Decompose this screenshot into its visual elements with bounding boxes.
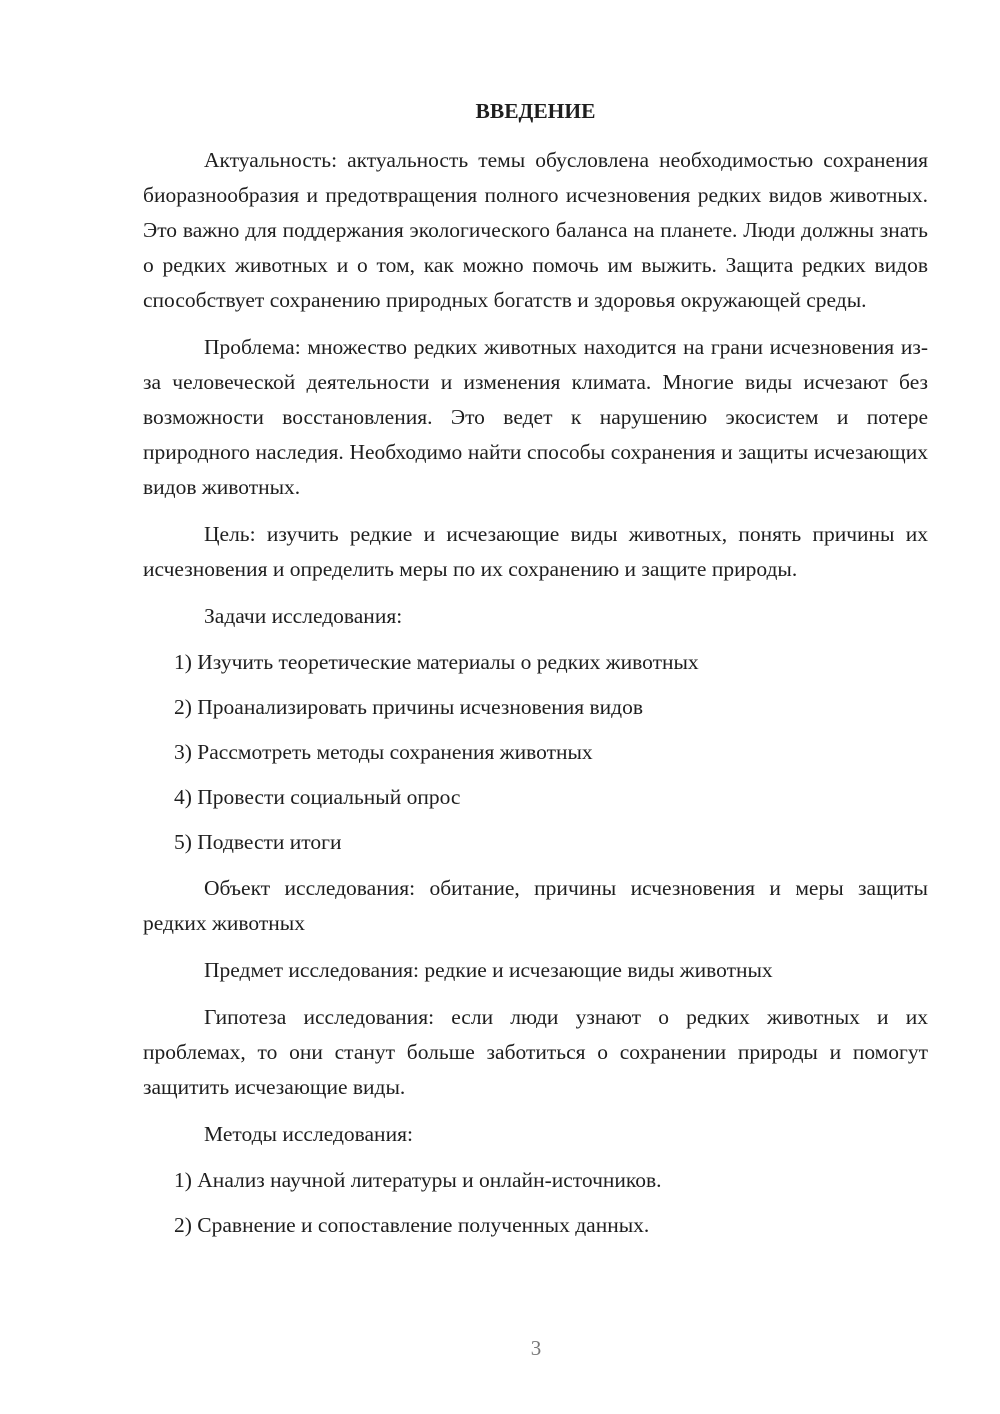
task-item: 5) Подвести итоги <box>174 830 342 854</box>
page-content <box>143 97 928 1254</box>
problem-paragraph: Проблема: множество редких животных находится на грани исчезновения из-за человеческой деятельности и изменения климата. Многие виды исчезают без возможности восстановления. Это ведет к нарушению экосистем и потере природного наследия. Необходимо найти способы сохранения и защиты исчезающих видов животных. <box>143 335 928 499</box>
methods-heading: Методы исследования: <box>204 1122 413 1146</box>
task-item: 2) Проанализировать причины исчезновения видов <box>174 695 643 719</box>
methods-list <box>143 1163 928 1243</box>
task-item: 4) Провести социальный опрос <box>174 785 461 809</box>
hypothesis-paragraph: Гипотеза исследования: если люди узнают о редких животных и их проблемах, то они станут больше заботиться о сохранении природы и помогут защитить исчезающие виды. <box>143 1005 928 1099</box>
tasks-heading: Задачи исследования: <box>204 604 403 628</box>
section-title: ВВЕДЕНИЕ <box>475 99 596 123</box>
goal-paragraph: Цель: изучить редкие и исчезающие виды животных, понять причины их исчезновения и определить меры по их сохранению и защите природы. <box>143 522 928 581</box>
task-item: 1) Изучить теоретические материалы о редких животных <box>174 650 699 674</box>
relevance-paragraph: Актуальность: актуальность темы обусловлена необходимостью сохранения биоразнообразия и предотвращения полного исчезновения редких видов животных. Это важно для поддержания экологического баланса на планете. Люди должны знать о редких животных и о том, как можно помочь им выжить. Защита редких видов способствует сохранению природных богатств и здоровья окружающей среды. <box>143 148 928 312</box>
object-paragraph: Объект исследования: обитание, причины исчезновения и меры защиты редких животных <box>143 876 928 935</box>
task-item: 3) Рассмотреть методы сохранения животных <box>174 740 593 764</box>
method-item: 2) Сравнение и сопоставление полученных данных. <box>174 1213 650 1237</box>
tasks-list <box>143 645 928 860</box>
page-number: 3 <box>530 1336 542 1360</box>
method-item: 1) Анализ научной литературы и онлайн-источников. <box>174 1168 662 1192</box>
subject-paragraph: Предмет исследования: редкие и исчезающие виды животных <box>204 958 773 982</box>
